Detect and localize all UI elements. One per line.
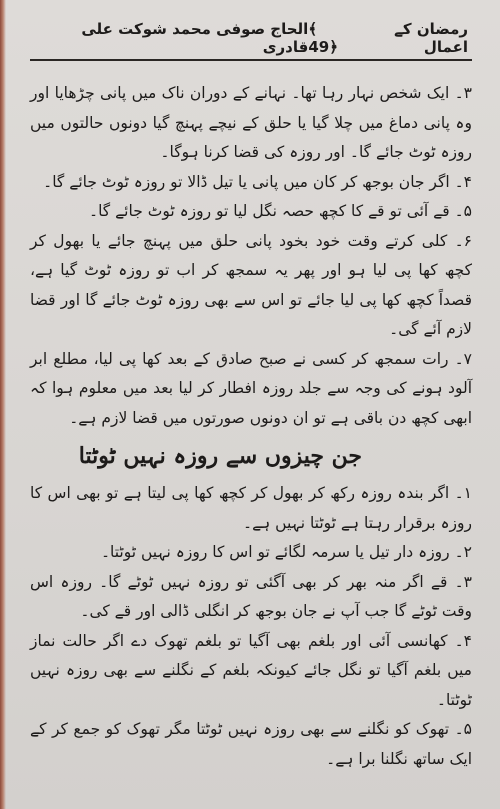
paragraph-item-4b: ۴۔ کھانسی آئی اور بلغم بھی آگیا تو بلغم تھوک دے اگر حالت نماز میں بلغم آگیا تو نگل جائے کیونکہ بلغم کے نگلنے سے بھی روزہ نہیں ٹوٹتا۔	[30, 631, 472, 709]
book-title: رمضان کے اعمال	[394, 20, 468, 56]
paragraph-item-5b: ۵۔ تھوک کو نگلنے سے بھی روزہ نہیں ٹوٹتا مگر تھوک کو جمع کر کے ایک ساتھ نگلنا برا ہے۔	[30, 720, 472, 768]
paragraph-item-4: ۴۔ اگر جان بوجھ کر کان میں پانی یا تیل ڈالا تو روزہ ٹوٹ جائے گا۔	[43, 172, 472, 191]
section-heading: جن چیزوں سے روزہ نہیں ٹوٹتا	[78, 443, 362, 469]
paragraph-item-2: ۲۔ روزہ دار تیل یا سرمہ لگائے تو اس کا روزہ نہیں ٹوٹتا۔	[100, 543, 472, 561]
page-edge-shadow	[0, 0, 6, 809]
paragraph-item-5: ۵۔ قے آئی تو قے کا کچھ حصہ نگل لیا تو روزہ ٹوٹ جائے گا۔	[88, 202, 472, 220]
author-name: الحاج صوفی محمد شوکت علی قادری	[81, 20, 309, 56]
paragraph-item-1: ۱۔ اگر بندہ روزہ رکھ کر بھول کر کچھ کھا پی لیتا ہے تو بھی اس کا روزہ برقرار رہتا ہے ٹوٹتا نہیں ہے۔	[30, 484, 472, 532]
paragraph-item-3b: ۳۔ قے اگر منہ بھر کر بھی آگئی تو روزہ نہیں ٹوٹے گا۔ روزہ اس وقت ٹوٹے گا جب آپ نے جان بوجھ کر انگلی ڈالی اور قے کی۔	[30, 572, 472, 620]
page-content	[30, 79, 472, 774]
paragraph-item-7: ۷۔ رات سمجھ کر کسی نے صبح صادق کے بعد کھا پی لیا، مطلع ابر آلود ہونے کی وجہ سے جلد روزہ افطار کر لیا بعد میں معلوم ہوا کہ ابھی کچھ دن باقی ہے تو ان دونوں صورتوں میں قضا لازم ہے۔	[30, 349, 472, 427]
paragraph-item-3: ۳۔ ایک شخص نہار رہا تھا۔ نہانے کے دوران ناک میں پانی چڑھایا اور وہ پانی دماغ میں چلا گیا یا حلق کے نیچے پہنچ گیا دونوں حالتوں میں روزہ ٹوٹ جائے گا۔ اور روزہ کی قضا کرنا ہوگا۔	[30, 84, 472, 161]
page-number: ﴾49﴿	[308, 20, 338, 56]
paragraph-item-6: ۶۔ کلی کرتے وقت خود بخود پانی حلق میں پہنچ جائے یا بھول کر کچھ کھا پی لیا ہو اور پھر یہ سمجھ کر اب تو روزہ ٹوٹ گیا ہے، قصداً کچھ کھا پی لیا جائے تو اس سے بھی روزہ ٹوٹ جائے گا اور قضا لازم آئے گی۔	[30, 231, 472, 338]
page-header	[30, 20, 472, 61]
